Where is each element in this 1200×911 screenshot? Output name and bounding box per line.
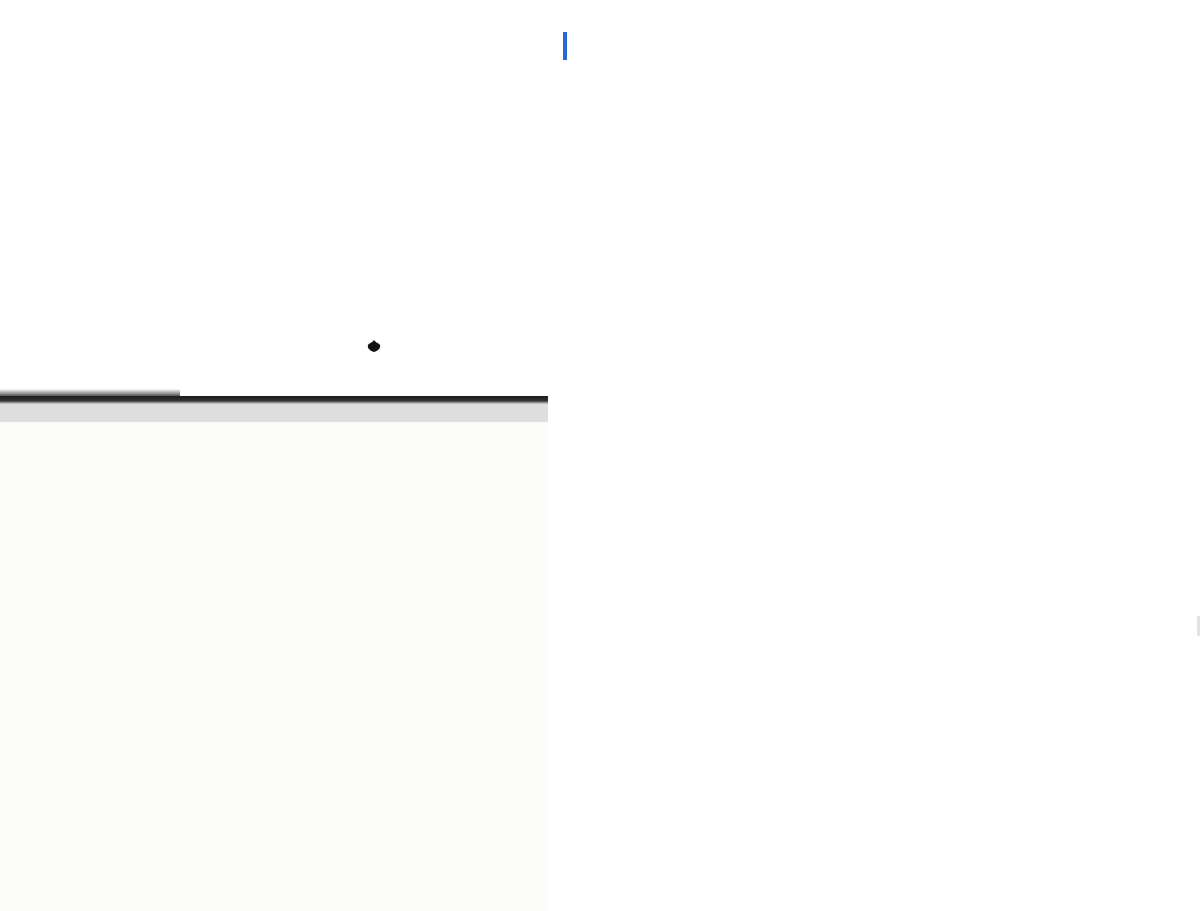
scan-page-edge (0, 396, 548, 404)
selected-text[interactable] (563, 32, 567, 60)
constitution-transcript (548, 0, 1200, 911)
paragraph-gap (563, 65, 1195, 93)
scan-top-excerpt (0, 0, 548, 405)
article-6-paragraph (563, 27, 1195, 65)
panel-divider (0, 404, 548, 422)
scan-page-48 (0, 422, 548, 911)
fleuron-ornament-icon (366, 339, 382, 353)
running-head (92, 504, 104, 529)
